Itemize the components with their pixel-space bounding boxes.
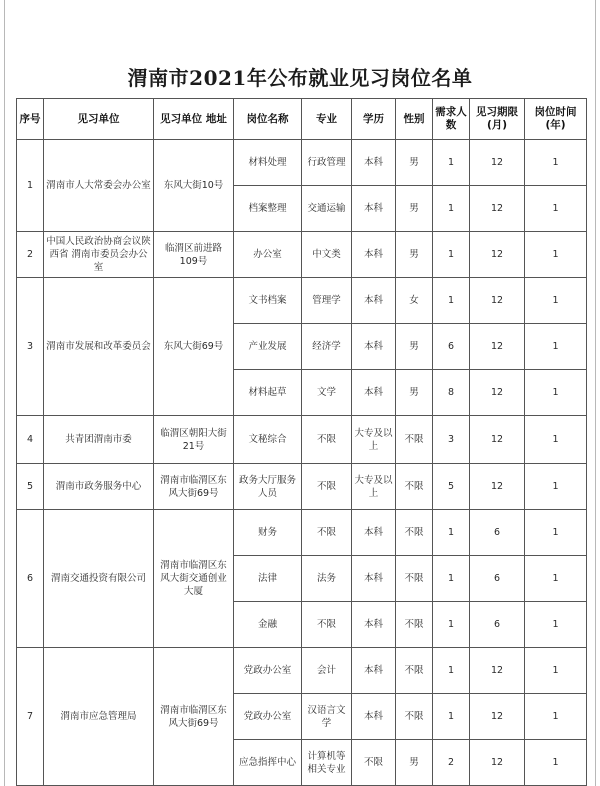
address-cell: 东风大街10号 <box>154 140 234 232</box>
major-cell: 不限 <box>302 416 352 464</box>
gender-cell: 男 <box>396 232 433 278</box>
major-cell: 文学 <box>302 370 352 416</box>
header-cell: 见习单位 地址 <box>154 99 234 140</box>
header-cell: 见习单位 <box>44 99 154 140</box>
count-cell: 1 <box>433 278 470 324</box>
gender-cell: 不限 <box>396 416 433 464</box>
major-cell: 交通运输 <box>302 186 352 232</box>
unit-cell: 渭南交通投资有限公司 <box>44 510 154 648</box>
position-cell: 党政办公室 <box>234 694 302 740</box>
header-cell: 岗位名称 <box>234 99 302 140</box>
count-cell: 5 <box>433 464 470 510</box>
years-cell: 1 <box>525 186 587 232</box>
address-cell: 渭南市临渭区东风大街69号 <box>154 464 234 510</box>
major-cell: 中文类 <box>302 232 352 278</box>
months-cell: 12 <box>470 186 525 232</box>
years-cell: 1 <box>525 232 587 278</box>
major-cell: 会计 <box>302 648 352 694</box>
table-row <box>17 278 587 324</box>
position-cell: 金融 <box>234 602 302 648</box>
seq-cell: 3 <box>17 278 44 416</box>
education-cell: 本科 <box>352 324 396 370</box>
address-cell: 临渭区前进路109号 <box>154 232 234 278</box>
major-cell: 不限 <box>302 602 352 648</box>
major-cell: 管理学 <box>302 278 352 324</box>
unit-cell: 共青团渭南市委 <box>44 416 154 464</box>
gender-cell: 男 <box>396 186 433 232</box>
header-cell: 性别 <box>396 99 433 140</box>
months-cell: 12 <box>470 416 525 464</box>
position-cell: 文书档案 <box>234 278 302 324</box>
position-cell: 办公室 <box>234 232 302 278</box>
months-cell: 6 <box>470 556 525 602</box>
page-title: 渭南市2021年公布就业见习岗位名单 <box>127 66 473 90</box>
header-cell: 序号 <box>17 99 44 140</box>
table-header <box>17 99 587 140</box>
major-cell: 不限 <box>302 510 352 556</box>
table-row <box>17 140 587 186</box>
years-cell: 1 <box>525 416 587 464</box>
address-cell: 渭南市临渭区东风大街交通创业大厦 <box>154 510 234 648</box>
years-cell: 1 <box>525 464 587 510</box>
count-cell: 8 <box>433 370 470 416</box>
count-cell: 1 <box>433 510 470 556</box>
header-cell: 需求人数 <box>433 99 470 140</box>
address-cell: 东风大街69号 <box>154 278 234 416</box>
position-cell: 法律 <box>234 556 302 602</box>
months-cell: 12 <box>470 740 525 786</box>
internship-table <box>16 98 587 786</box>
education-cell: 本科 <box>352 510 396 556</box>
gender-cell: 男 <box>396 370 433 416</box>
major-cell: 法务 <box>302 556 352 602</box>
months-cell: 12 <box>470 278 525 324</box>
education-cell: 本科 <box>352 140 396 186</box>
gender-cell: 不限 <box>396 602 433 648</box>
table-row <box>17 232 587 278</box>
gender-cell: 不限 <box>396 648 433 694</box>
table-body <box>17 140 587 786</box>
years-cell: 1 <box>525 324 587 370</box>
years-cell: 1 <box>525 510 587 556</box>
position-cell: 应急指挥中心 <box>234 740 302 786</box>
education-cell: 本科 <box>352 232 396 278</box>
gender-cell: 不限 <box>396 694 433 740</box>
table-row <box>17 648 587 694</box>
header-cell: 见习期限(月) <box>470 99 525 140</box>
months-cell: 12 <box>470 648 525 694</box>
gender-cell: 不限 <box>396 464 433 510</box>
education-cell: 本科 <box>352 370 396 416</box>
education-cell: 本科 <box>352 186 396 232</box>
position-cell: 党政办公室 <box>234 648 302 694</box>
table-row <box>17 416 587 464</box>
count-cell: 1 <box>433 232 470 278</box>
months-cell: 6 <box>470 510 525 556</box>
education-cell: 本科 <box>352 694 396 740</box>
seq-cell: 7 <box>17 648 44 786</box>
months-cell: 12 <box>470 232 525 278</box>
months-cell: 12 <box>470 140 525 186</box>
count-cell: 1 <box>433 694 470 740</box>
months-cell: 12 <box>470 464 525 510</box>
months-cell: 6 <box>470 602 525 648</box>
years-cell: 1 <box>525 740 587 786</box>
count-cell: 1 <box>433 140 470 186</box>
months-cell: 12 <box>470 324 525 370</box>
seq-cell: 1 <box>17 140 44 232</box>
gender-cell: 不限 <box>396 510 433 556</box>
major-cell: 计算机等相关专业 <box>302 740 352 786</box>
header-cell: 专业 <box>302 99 352 140</box>
years-cell: 1 <box>525 370 587 416</box>
seq-cell: 4 <box>17 416 44 464</box>
position-cell: 政务大厅服务人员 <box>234 464 302 510</box>
major-cell: 行政管理 <box>302 140 352 186</box>
count-cell: 1 <box>433 186 470 232</box>
major-cell: 汉语言文学 <box>302 694 352 740</box>
years-cell: 1 <box>525 278 587 324</box>
table-row <box>17 464 587 510</box>
gender-cell: 男 <box>396 740 433 786</box>
education-cell: 大专及以上 <box>352 464 396 510</box>
position-cell: 档案整理 <box>234 186 302 232</box>
gender-cell: 女 <box>396 278 433 324</box>
seq-cell: 5 <box>17 464 44 510</box>
address-cell: 渭南市临渭区东风大街69号 <box>154 648 234 786</box>
header-row <box>17 99 587 140</box>
education-cell: 不限 <box>352 740 396 786</box>
gender-cell: 男 <box>396 324 433 370</box>
major-cell: 不限 <box>302 464 352 510</box>
count-cell: 2 <box>433 740 470 786</box>
gender-cell: 不限 <box>396 556 433 602</box>
education-cell: 本科 <box>352 278 396 324</box>
education-cell: 本科 <box>352 648 396 694</box>
education-cell: 大专及以上 <box>352 416 396 464</box>
position-cell: 文秘综合 <box>234 416 302 464</box>
years-cell: 1 <box>525 556 587 602</box>
months-cell: 12 <box>470 694 525 740</box>
years-cell: 1 <box>525 602 587 648</box>
years-cell: 1 <box>525 140 587 186</box>
gender-cell: 男 <box>396 140 433 186</box>
table-row <box>17 510 587 556</box>
header-cell: 岗位时间(年) <box>525 99 587 140</box>
seq-cell: 6 <box>17 510 44 648</box>
education-cell: 本科 <box>352 556 396 602</box>
months-cell: 12 <box>470 370 525 416</box>
unit-cell: 渭南市应急管理局 <box>44 648 154 786</box>
position-cell: 材料起草 <box>234 370 302 416</box>
address-cell: 临渭区朝阳大街21号 <box>154 416 234 464</box>
unit-cell: 渭南市发展和改革委员会 <box>44 278 154 416</box>
position-cell: 材料处理 <box>234 140 302 186</box>
years-cell: 1 <box>525 648 587 694</box>
years-cell: 1 <box>525 694 587 740</box>
unit-cell: 中国人民政治协商会议陕西省 渭南市委员会办公室 <box>44 232 154 278</box>
unit-cell: 渭南市政务服务中心 <box>44 464 154 510</box>
unit-cell: 渭南市人大常委会办公室 <box>44 140 154 232</box>
count-cell: 1 <box>433 648 470 694</box>
major-cell: 经济学 <box>302 324 352 370</box>
count-cell: 6 <box>433 324 470 370</box>
education-cell: 本科 <box>352 602 396 648</box>
count-cell: 1 <box>433 556 470 602</box>
count-cell: 1 <box>433 602 470 648</box>
count-cell: 3 <box>433 416 470 464</box>
header-cell: 学历 <box>352 99 396 140</box>
position-cell: 产业发展 <box>234 324 302 370</box>
position-cell: 财务 <box>234 510 302 556</box>
seq-cell: 2 <box>17 232 44 278</box>
